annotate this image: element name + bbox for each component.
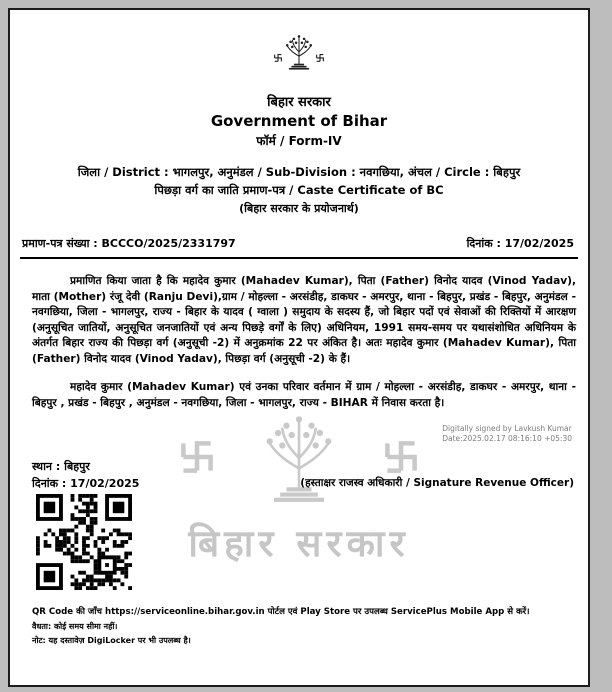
- place-date-block: [32, 458, 139, 492]
- digilocker-note: नोट: यह दस्तावेज़ DigiLocker पर भी उपलब्ध है।: [32, 636, 191, 645]
- digital-signature-stamp: [442, 424, 572, 444]
- date-line: दिनांक : 17/02/2025: [32, 477, 140, 490]
- certificate-body-paragraph-2: महादेव कुमार (Mahadev Kumar) एवं उनका परिवार वर्तमान में ग्राम / मोहल्ला - अरसंडीह, डाकघर - अमरपुर, थाना - बिहपुर , प्रखंड - बिहपुर , अनुमंडल - नवगछिया, जिला - भागलपुर, राज्य - BIHAR में निवास करता है।: [32, 381, 576, 409]
- title-english: Government of Bihar: [210, 112, 388, 130]
- qr-instruction: QR Code की जाँच https://serviceonline.bihar.gov.in पोर्टल एवं Play Store पर उपलब्ध ServicePlus Mobile App से करें।: [32, 607, 530, 617]
- digital-signature-signer: Digitally signed by Lavkush Kumar: [442, 424, 572, 433]
- meta-row: [10, 236, 588, 251]
- validity-note: वैधता: कोई समय सीमा नहीं।: [32, 622, 118, 631]
- certificate-title: पिछड़ा वर्ग का जाति प्रमाण-पत्र / Caste Certificate of BC: [154, 183, 444, 197]
- certificate-header: [10, 10, 588, 216]
- swastika-icon: [180, 440, 214, 474]
- digital-signature-date: Date:2025.02.17 08:16:10 +05:30: [442, 434, 572, 443]
- issue-date: दिनांक : 17/02/2025: [466, 237, 574, 250]
- certificate-page: [8, 8, 590, 687]
- place-line: स्थान : बिहपुर: [32, 460, 90, 473]
- bihar-government-emblem-icon: [270, 28, 328, 84]
- title-hindi: बिहार सरकार: [267, 95, 331, 110]
- signature-officer-line: (हस्ताक्षर राजस्व अधिकारी / Signature Revenue Officer): [300, 477, 574, 489]
- swastika-icon: [384, 440, 418, 474]
- form-number: फॉर्म / Form-IV: [256, 134, 342, 148]
- certificate-number: प्रमाण-पत्र संख्या : BCCCO/2025/2331797: [22, 237, 236, 250]
- district-subdivision-circle-line: जिला / District : भागलपुर, अनुमंडल / Sub-Division : नवगछिया, अंचल / Circle : बिहपुर: [77, 165, 521, 179]
- qr-code: [36, 494, 132, 590]
- footer-notes: [32, 606, 574, 647]
- purpose-line: (बिहार सरकार के प्रयोजनार्थ): [239, 202, 359, 215]
- certificate-body-paragraph-1: प्रमाणित किया जाता है कि महादेव कुमार (Mahadev Kumar), पिता (Father) विनोद यादव (Vinod Yadav), माता (Mother) रंजू देवी (Ranju Devi),ग्राम / मोहल्ला - अरसंडीह, डाकघर - अमरपुर, थाना - बिहपुर, प्रखंड - बिहपुर, अनुमंडल - नवगछिया, जिला - भागलपुर, राज्य - बिहार के यादव ( ग्वाला ) समुदाय के सदस्य हैं, जो बिहार पदों एवं सेवाओं की रिक्तियों में आरक्षण (अनुसूचित जातियों, अनुसूचित जनजातियों एवं अन्य पिछड़े वर्गों के लिए) अधिनियम, 1991 समय-समय पर यथासंशोधित अधिनियम के अंतर्गत बिहार राज्य की पिछड़ा वर्ग (अनुसूची -2) में अनुक्रमांक 22 पर अंकित है। अतः महादेव कुमार (Mahadev Kumar), पिता (Father) विनोद यादव (Vinod Yadav), पिछड़ा वर्ग (अनुसूची -2) के हैं।: [32, 275, 576, 365]
- watermark-text: बिहार सरकार: [188, 522, 410, 565]
- qr-code-image: [36, 494, 132, 590]
- divider-line: [20, 257, 578, 259]
